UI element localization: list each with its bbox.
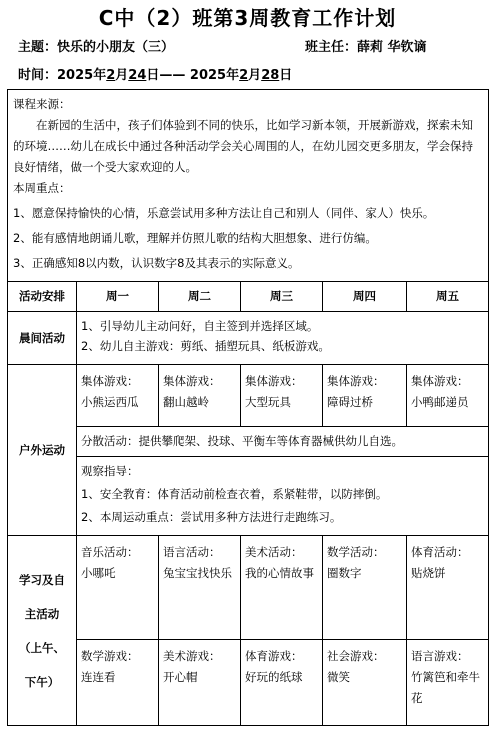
- activity-type: 语言游戏：: [411, 649, 469, 663]
- activity-name: 连连看: [81, 670, 116, 684]
- period-start-year: 2025: [57, 68, 94, 83]
- period-end-month: 2: [239, 68, 249, 83]
- focus-item: 1、愿意保持愉快的心情，乐意尝试用多种方法让自己和别人（同伴、家人）快乐。: [13, 206, 435, 220]
- teachers-label: 班主任：: [305, 40, 358, 55]
- game-type: 集体游戏：: [163, 374, 221, 388]
- game-name: 障碍过桥: [327, 395, 373, 409]
- outdoor-game-wed: [241, 365, 323, 427]
- study-am-mon: [77, 536, 159, 640]
- period-end-day: 28: [261, 68, 280, 83]
- study-pm-fri: [407, 640, 489, 726]
- header-monday: 周一: [77, 282, 159, 312]
- activity-type: 体育活动：: [411, 545, 469, 559]
- header-tuesday: 周二: [159, 282, 241, 312]
- outdoor-game-thu: [323, 365, 407, 427]
- activity-type: 社会游戏：: [327, 649, 385, 663]
- study-label-line: 学习及自: [19, 572, 65, 587]
- study-pm-thu: [323, 640, 407, 726]
- activity-type: 语言活动：: [163, 545, 221, 559]
- activity-name: 兔宝宝找快乐: [163, 566, 232, 580]
- outdoor-game-fri: [407, 365, 489, 427]
- source-text: 在新园的生活中，孩子们体验到不同的快乐，比如学习新本领，开展新游戏，探索未知的环境……幼儿在成长中通过各种活动学会关心周围的人，在幼儿园交更多朋友，学会保持良好情绪，做一个受大家欢迎的人。: [13, 118, 473, 174]
- activity-name: 微笑: [327, 670, 350, 684]
- study-am-tue: [159, 536, 241, 640]
- activity-type: 美术活动：: [245, 545, 303, 559]
- period-end-year: 2025: [189, 68, 227, 83]
- morning-item: 1、引导幼儿主动问好，自主签到并选择区域。: [81, 319, 319, 333]
- game-name: 大型玩具: [245, 395, 291, 409]
- study-label-line: 主活动: [24, 606, 60, 621]
- outdoor-observation: [77, 457, 489, 536]
- period-label: 时间：: [18, 68, 58, 83]
- game-type: 集体游戏：: [411, 374, 469, 388]
- activity-type: 体育游戏：: [245, 649, 303, 663]
- game-name: 小鸭邮递员: [411, 395, 469, 409]
- game-type: 集体游戏：: [327, 374, 385, 388]
- activity-type: 美术游戏：: [163, 649, 221, 663]
- study-label-line: （上午、: [19, 640, 65, 655]
- study-label: [8, 536, 77, 726]
- period-day-unit: 日——: [146, 68, 186, 83]
- outdoor-group-activity: 分散活动：提供攀爬架、投球、平衡车等体育器械供幼儿自选。: [77, 427, 489, 457]
- period-month-unit: 月: [248, 68, 262, 83]
- header-thursday: 周四: [323, 282, 407, 312]
- focus-item: 3、正确感知8以内数，认识数字8及其表示的实际意义。: [13, 256, 300, 270]
- activity-name: 竹篱笆和牵牛花: [411, 670, 480, 705]
- theme-label: 主题：: [18, 40, 58, 55]
- schedule-header: [8, 282, 489, 312]
- period-day-unit: 日: [279, 68, 293, 83]
- outdoor-game-tue: [159, 365, 241, 427]
- page-title: C中（2）班第3周教育工作计划: [98, 6, 397, 30]
- game-name: 小熊运西瓜: [81, 395, 139, 409]
- activity-name: 我的心情故事: [245, 566, 314, 580]
- period-year-unit: 年: [226, 68, 240, 83]
- period-year-unit: 年: [93, 68, 107, 83]
- outdoor-game-mon: [77, 365, 159, 427]
- game-type: 集体游戏：: [245, 374, 303, 388]
- observation-heading: 观察指导：: [81, 464, 139, 478]
- activity-type: 音乐活动：: [81, 545, 139, 559]
- morning-label: 晨间活动: [8, 312, 77, 365]
- period-line: [18, 64, 292, 83]
- morning-item: 2、幼儿自主游戏：剪纸、插塑玩具、纸板游戏。: [81, 339, 330, 353]
- study-am-wed: [241, 536, 323, 640]
- teachers-value: 薛莉 华钦谪: [357, 40, 427, 55]
- source-heading: 课程来源：: [13, 97, 71, 111]
- study-pm-mon: [77, 640, 159, 726]
- study-am-fri: [407, 536, 489, 640]
- observation-item: 1、安全教育：体育活动前检查衣着，系紧鞋带，以防摔倒。: [81, 487, 388, 501]
- activity-type: 数学活动：: [327, 545, 385, 559]
- activity-name: 开心帽: [163, 670, 198, 684]
- study-pm-tue: [159, 640, 241, 726]
- outdoor-label: 户外运动: [8, 365, 77, 536]
- activity-name: 好玩的纸球: [245, 670, 303, 684]
- activity-name: 小哪吒: [81, 566, 116, 580]
- weekly-plan-table: [7, 89, 489, 726]
- study-label-line: 下午）: [24, 674, 60, 689]
- activity-name: 贴烧饼: [411, 566, 446, 580]
- observation-item: 2、本周运动重点：尝试用多种方法进行走跑练习。: [81, 510, 342, 524]
- period-start-day: 24: [128, 68, 147, 83]
- focus-heading: 本周重点：: [13, 181, 71, 195]
- focus-item: 2、能有感情地朗诵儿歌，理解并仿照儿歌的结构大胆想象、进行仿编。: [13, 231, 377, 245]
- activity-type: 数学游戏：: [81, 649, 139, 663]
- theme-line: [18, 36, 174, 55]
- morning-content: [77, 312, 489, 365]
- activity-name: 圈数字: [327, 566, 362, 580]
- intro-cell: [8, 90, 489, 282]
- theme-value: 快乐的小朋友（三）: [57, 40, 175, 55]
- study-pm-wed: [241, 640, 323, 726]
- header-activity: 活动安排: [8, 282, 77, 312]
- game-type: 集体游戏：: [81, 374, 139, 388]
- header-wednesday: 周三: [241, 282, 323, 312]
- period-month-unit: 月: [115, 68, 129, 83]
- period-start-month: 2: [106, 68, 116, 83]
- game-name: 翻山越岭: [163, 395, 209, 409]
- header-friday: 周五: [407, 282, 489, 312]
- teachers-line: [305, 36, 427, 55]
- study-am-thu: [323, 536, 407, 640]
